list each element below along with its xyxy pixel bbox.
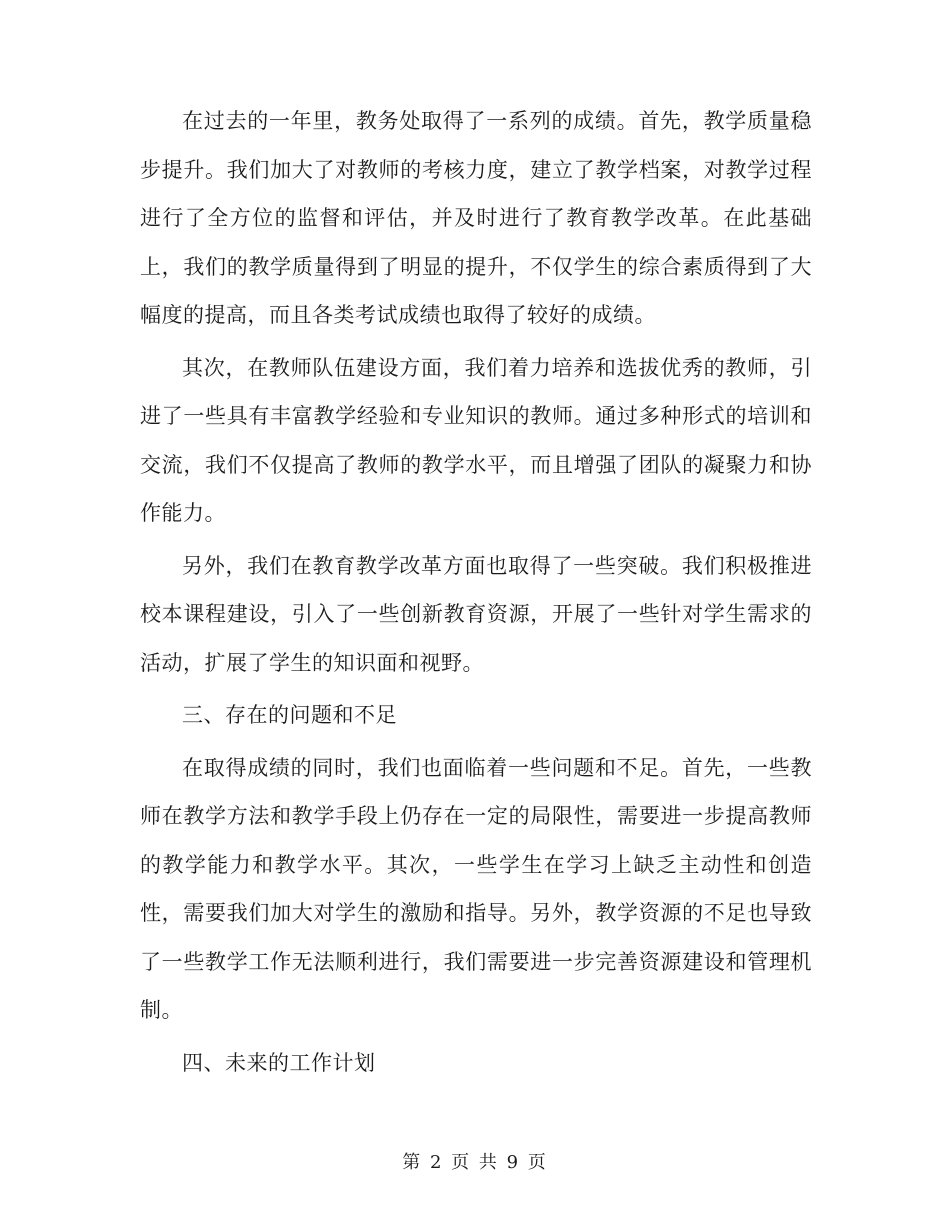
page-number-footer: 第 2 页 共 9 页 [402,1152,548,1173]
section-heading-future-plan: 四、未来的工作计划 [182,1050,376,1075]
section-heading-problems: 三、存在的问题和不足 [182,703,397,727]
paragraph-teacher-team: 其次，在教师队伍建设方面，我们着力培养和选拔优秀的教师，引进了一些具有丰富教学经验和专业知识的教师。通过多种形式的培训和交流，我们不仅提高了教师的教学水平，而且增强了团队的凝聚力和协作能力。 [140,355,812,525]
document-body [140,97,812,1091]
paragraph-achievements: 在过去的一年里，教务处取得了一系列的成绩。首先，教学质量稳步提升。我们加大了对教师的考核力度，建立了教学档案，对教学过程进行了全方位的监督和评估，并及时进行了教育教学改革。在此基础上，我们的教学质量得到了明显的提升，不仅学生的综合素质得到了大幅度的提高，而且各类考试成绩也取得了较好的成绩。 [140,109,812,327]
paragraph-problems: 在取得成绩的同时，我们也面临着一些问题和不足。首先，一些教师在教学方法和教学手段上仍存在一定的局限性，需要进一步提高教师的教学能力和教学水平。其次，一些学生在学习上缺乏主动性和创造性，需要我们加大对学生的激励和指导。另外，教学资源的不足也导致了一些教学工作无法顺利进行，我们需要进一步完善资源建设和管理机制。 [140,755,812,1022]
paragraph-reform: 另外，我们在教育教学改革方面也取得了一些突破。我们积极推进校本课程建设，引入了一些创新教育资源，开展了一些针对学生需求的活动，扩展了学生的知识面和视野。 [140,553,812,675]
